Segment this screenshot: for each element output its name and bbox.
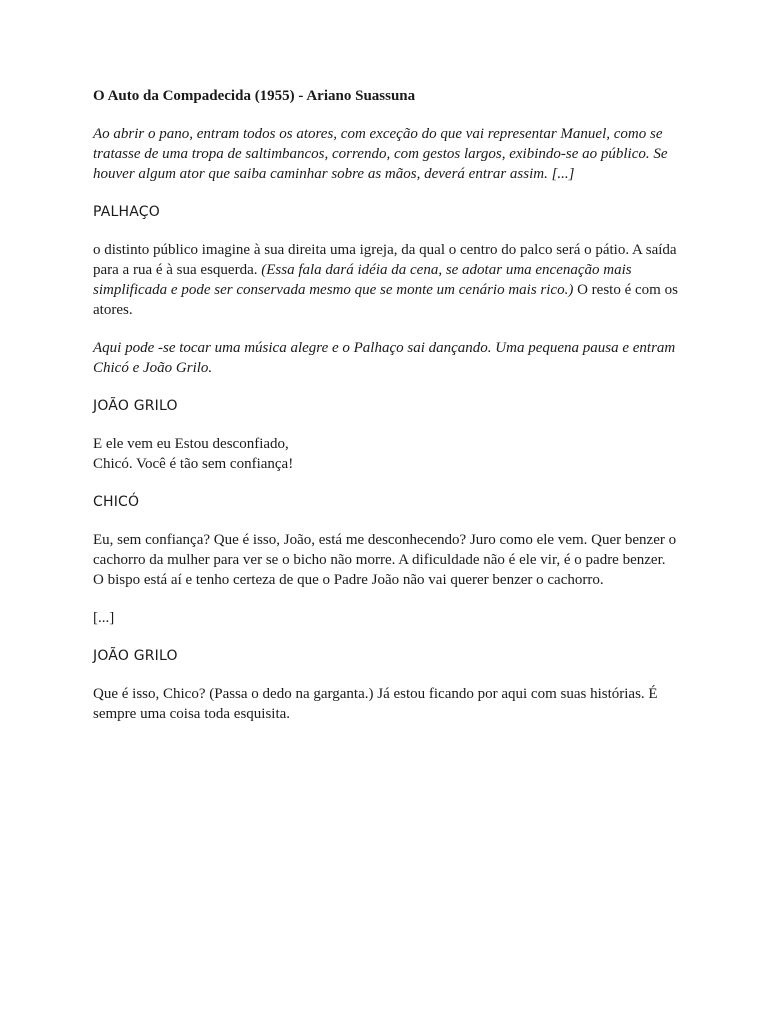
opening-stage-direction: Ao abrir o pano, entram todos os atores, com exceção do que vai representar Manuel, como se tratasse de uma tropa de saltimbancos, correndo, com gestos largos, exibindo-se ao público. Se houver algum ator que saiba caminhar sobre as mãos, deverá entrar assim. [...] bbox=[93, 126, 668, 182]
palhaco-speech-text: o distinto público imagine à sua direita uma igreja, da qual o centro do palco será o pátio. A saída para a rua é à sua esquerda. bbox=[93, 242, 677, 278]
joao-grilo-speech bbox=[93, 434, 678, 474]
speaker-joao-grilo-2: JOÃO GRILO bbox=[93, 648, 178, 664]
music-stage-direction: Aqui pode -se tocar uma música alegre e o Palhaço sai dançando. Uma pequena pausa e entram Chicó e João Grilo. bbox=[93, 340, 676, 376]
chico-speech: Eu, sem confiança? Que é isso, João, está me desconhecendo? Juro como ele vem. Quer benzer o cachorro da mulher para ver se o bicho não morre. A dificuldade não é ele vir, é o padre benzer. O bispo está aí e tenho certeza de que o Padre João não vai querer benzer o cachorro. bbox=[93, 532, 677, 588]
document-title: O Auto da Compadecida (1955) - Ariano Suassuna bbox=[93, 88, 416, 104]
speaker-joao-grilo: JOÃO GRILO bbox=[93, 398, 178, 414]
document-page bbox=[93, 86, 678, 742]
palhaco-speech-end: O resto é com os atores. bbox=[93, 282, 678, 318]
speaker-chico: CHICÓ bbox=[93, 494, 140, 510]
joao-grilo-line-1: E ele vem eu Estou desconfiado, bbox=[93, 436, 289, 452]
palhaco-speech bbox=[93, 240, 678, 320]
joao-grilo-speech-2: Que é isso, Chico? (Passa o dedo na garganta.) Já estou ficando por aqui com suas histórias. É sempre uma coisa toda esquisita. bbox=[93, 686, 658, 722]
palhaco-stage-note: (Essa fala dará idéia da cena, se adotar uma encenação mais simplificada e pode ser conservada mesmo que se monte um cenário mais rico.) bbox=[93, 262, 632, 298]
joao-grilo-line-2: Chicó. Você é tão sem confiança! bbox=[93, 456, 294, 472]
speaker-palhaco: PALHAÇO bbox=[93, 204, 160, 220]
omission-marker: [...] bbox=[93, 610, 115, 626]
